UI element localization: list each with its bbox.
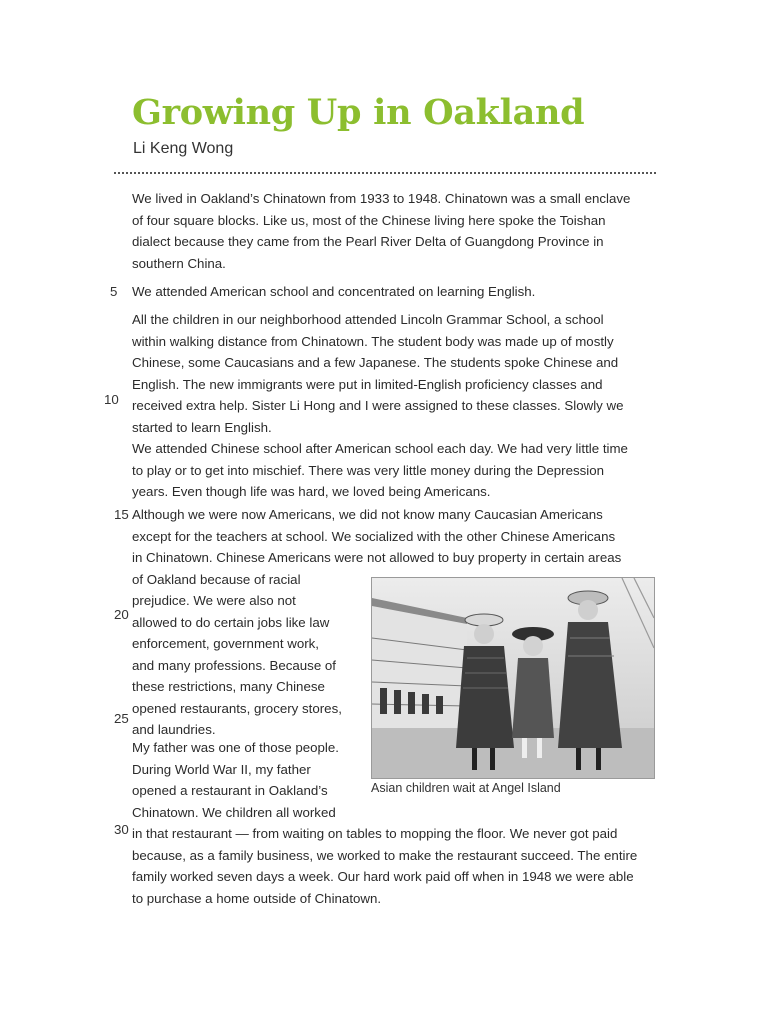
line-number-10: 10 <box>104 392 119 407</box>
paragraph-2 <box>132 281 535 303</box>
text-line: started to learn English. <box>132 419 272 435</box>
text-line: dialect because they came from the Pearl River Delta of Guangdong Province in <box>132 234 604 249</box>
text-line: opened a restaurant in Oakland’s <box>132 783 328 798</box>
text-line: prejudice. We were also not <box>132 593 296 608</box>
text-line: in that restaurant — from waiting on tables to mopping the floor. We never got paid <box>132 826 618 841</box>
text-line: to play or to get into mischief. There was very little money during the Depression <box>132 462 605 478</box>
text-line: of four square blocks. Like us, most of the Chinese living here spoke the Toishan <box>132 212 606 228</box>
text-line: During World War II, my father <box>132 761 311 777</box>
text-line: My father was one of those people. <box>132 740 339 755</box>
text-line: to purchase a home outside of Chinatown. <box>132 890 382 906</box>
photo-caption: Asian children wait at Angel Island <box>371 781 561 795</box>
text-line: We attended American school and concentrated on learning English. <box>132 284 536 299</box>
text-line: within walking distance from Chinatown. The student body was made up of mostly <box>132 333 614 349</box>
historical-photo <box>371 577 655 779</box>
text-line: We lived in Oakland’s Chinatown from 1933 to 1948. Chinatown was a small enclave <box>132 191 631 206</box>
line-number-25: 25 <box>114 711 129 726</box>
line-number-30: 30 <box>114 822 129 837</box>
text-line: southern China. <box>132 255 226 271</box>
text-line: Although we were now Americans, we did not know many Caucasian Americans <box>132 507 603 522</box>
line-number-5: 5 <box>110 284 118 299</box>
text-line: Chinatown. We children all worked <box>132 804 336 820</box>
dotted-divider <box>114 172 656 174</box>
line-number-15: 15 <box>114 507 129 522</box>
text-line: allowed to do certain jobs like law <box>132 614 330 630</box>
text-line: of Oakland because of racial <box>132 571 301 587</box>
text-line: except for the teachers at school. We socialized with the other Chinese Americans <box>132 528 616 544</box>
text-line: Chinese, some Caucasians and a few Japanese. The students spoke Chinese and <box>132 355 619 370</box>
line-number-20: 20 <box>114 607 129 622</box>
text-line: family worked seven days a week. Our hard work paid off when in 1948 we were able <box>132 869 634 884</box>
text-line: opened restaurants, grocery stores, <box>132 700 342 716</box>
text-line: years. Even though life was hard, we loved being Americans. <box>132 484 491 499</box>
text-line: these restrictions, many Chinese <box>132 679 325 694</box>
text-line: in Chinatown. Chinese Americans were not allowed to buy property in certain areas <box>132 550 622 565</box>
text-line: and laundries. <box>132 722 216 737</box>
paragraph-4 <box>132 438 628 503</box>
text-line: because, as a family business, we worked to make the restaurant succeed. The entire <box>132 847 638 863</box>
paragraph-3 <box>132 309 624 438</box>
text-line: and many professions. Because of <box>132 657 337 673</box>
paragraph-1 <box>132 188 630 274</box>
text-line: All the children in our neighborhood attended Lincoln Grammar School, a school <box>132 312 604 327</box>
text-line: received extra help. Sister Li Hong and I were assigned to these classes. Slowly we <box>132 398 624 413</box>
text-line: English. The new immigrants were put in limited-English proficiency classes and <box>132 376 603 392</box>
text-line: We attended Chinese school after American school each day. We had very little time <box>132 441 628 456</box>
article-author: Li Keng Wong <box>133 140 234 157</box>
text-line: enforcement, government work, <box>132 636 319 651</box>
article-title: Growing Up in Oakland <box>132 92 585 133</box>
